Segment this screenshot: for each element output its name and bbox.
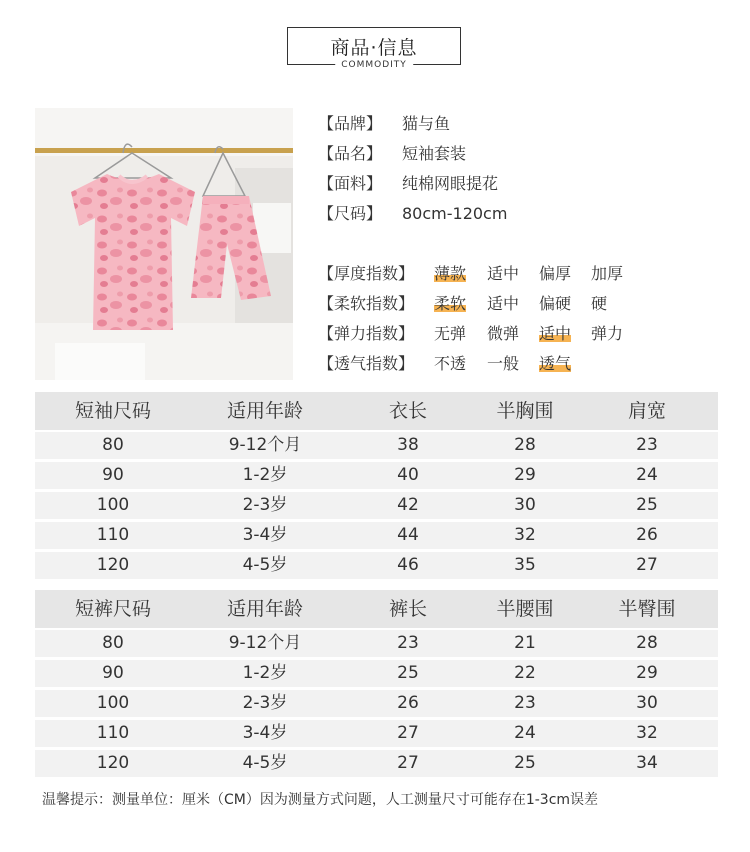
- index-option: 偏硬: [539, 294, 572, 313]
- table-row: [35, 630, 718, 657]
- measurement-note: 温馨提示：测量单位：厘米（CM）因为测量方式问题，人工测量尺寸可能存在1-3cm误差: [42, 792, 599, 808]
- table-cell: 1-2岁: [242, 663, 288, 683]
- index-label: 【厚度指数】: [318, 264, 415, 283]
- table-header: [35, 590, 718, 628]
- table-row: [35, 462, 718, 489]
- index-option: 弹力: [591, 324, 624, 343]
- index-option: 不透: [434, 354, 467, 373]
- table-cell: 38: [397, 435, 419, 455]
- index-option: 无弹: [434, 324, 467, 343]
- table-cell: 90: [102, 465, 124, 485]
- table-cell: 35: [514, 555, 536, 575]
- table-cell: 27: [636, 555, 658, 575]
- table-row: [35, 690, 718, 717]
- header-cell: 肩宽: [627, 400, 667, 422]
- table-cell: 24: [636, 465, 658, 485]
- table-cell: 28: [514, 435, 536, 455]
- table-cell: 110: [96, 525, 130, 545]
- index-label: 【透气指数】: [318, 354, 415, 373]
- info-value: 猫与鱼: [402, 114, 451, 133]
- table-cell: 120: [96, 753, 130, 773]
- table-cell: 34: [636, 753, 658, 773]
- table-cell: 25: [514, 753, 536, 773]
- index-option: 柔软: [434, 294, 467, 313]
- header-cell: 裤长: [388, 598, 428, 620]
- table-cell: 30: [636, 693, 658, 713]
- index-option: 微弹: [487, 324, 520, 343]
- table-cell: 2-3岁: [242, 495, 288, 515]
- table-cell: 26: [636, 525, 658, 545]
- table-row: [35, 492, 718, 519]
- table-cell: 4-5岁: [242, 555, 288, 575]
- index-option: 一般: [487, 354, 520, 373]
- table-cell: 120: [96, 555, 130, 575]
- header-cell: 半腰围: [496, 598, 554, 620]
- header-cell: 半臀围: [618, 598, 676, 620]
- section-title: 商品·信息: [330, 37, 418, 59]
- table-cell: 32: [636, 723, 658, 743]
- header-cell: 短袖尺码: [74, 400, 152, 422]
- index-option: 适中: [487, 264, 520, 283]
- info-label: 【尺码】: [318, 204, 383, 223]
- table-cell: 28: [636, 633, 658, 653]
- table-cell: 40: [397, 465, 419, 485]
- table-cell: 9-12个月: [228, 633, 302, 653]
- table-cell: 46: [397, 555, 419, 575]
- table-cell: 27: [397, 723, 419, 743]
- table-row: [35, 750, 718, 777]
- table-cell: 25: [397, 663, 419, 683]
- index-option: 适中: [487, 294, 520, 313]
- index-label: 【柔软指数】: [318, 294, 415, 313]
- table-cell: 21: [514, 633, 536, 653]
- table-cell: 44: [397, 525, 419, 545]
- info-value: 纯棉网眼提花: [402, 174, 499, 193]
- header-cell: 衣长: [388, 400, 428, 422]
- table-cell: 9-12个月: [228, 435, 302, 455]
- table-cell: 25: [636, 495, 658, 515]
- table-cell: 1-2岁: [242, 465, 288, 485]
- table-cell: 32: [514, 525, 536, 545]
- table-cell: 30: [514, 495, 536, 515]
- section-title-box: [287, 27, 461, 70]
- table-cell: 100: [96, 693, 130, 713]
- table-cell: 80: [102, 435, 124, 455]
- index-option: 薄款: [434, 264, 467, 283]
- table-cell: 3-4岁: [242, 723, 288, 743]
- header-cell: 适用年龄: [226, 598, 304, 620]
- index-label: 【弹力指数】: [318, 324, 415, 343]
- index-option: 加厚: [591, 264, 624, 283]
- index-option: 硬: [591, 294, 608, 313]
- table-row: [35, 432, 718, 459]
- header-cell: 适用年龄: [226, 400, 304, 422]
- index-option: 透气: [539, 354, 572, 373]
- table-cell: 27: [397, 753, 419, 773]
- info-label: 【品牌】: [318, 114, 383, 133]
- table-cell: 100: [96, 495, 130, 515]
- table-cell: 26: [397, 693, 419, 713]
- table-header: [35, 392, 718, 430]
- info-label: 【面料】: [318, 174, 383, 193]
- table-cell: 4-5岁: [242, 753, 288, 773]
- header-cell: 短裤尺码: [74, 598, 152, 620]
- table-cell: 110: [96, 723, 130, 743]
- info-value: 80cm-120cm: [402, 204, 508, 223]
- product-photo: [35, 108, 293, 380]
- table-cell: 22: [514, 663, 536, 683]
- table-cell: 24: [514, 723, 536, 743]
- table-cell: 29: [636, 663, 658, 683]
- table-cell: 80: [102, 633, 124, 653]
- table-cell: 2-3岁: [242, 693, 288, 713]
- table-cell: 23: [514, 693, 536, 713]
- table-cell: 29: [514, 465, 536, 485]
- table-row: [35, 720, 718, 747]
- table-row: [35, 522, 718, 549]
- table-cell: 23: [636, 435, 658, 455]
- table-row: [35, 552, 718, 579]
- table-cell: 3-4岁: [242, 525, 288, 545]
- info-label: 【品名】: [318, 144, 383, 163]
- index-option: 偏厚: [539, 264, 572, 283]
- table-cell: 42: [397, 495, 419, 515]
- section-subtitle: COMMODITY: [335, 60, 413, 70]
- table-row: [35, 660, 718, 687]
- header-cell: 半胸围: [496, 400, 554, 422]
- index-option: 适中: [539, 324, 572, 343]
- info-value: 短袖套装: [402, 144, 467, 163]
- table-cell: 90: [102, 663, 124, 683]
- table-cell: 23: [397, 633, 419, 653]
